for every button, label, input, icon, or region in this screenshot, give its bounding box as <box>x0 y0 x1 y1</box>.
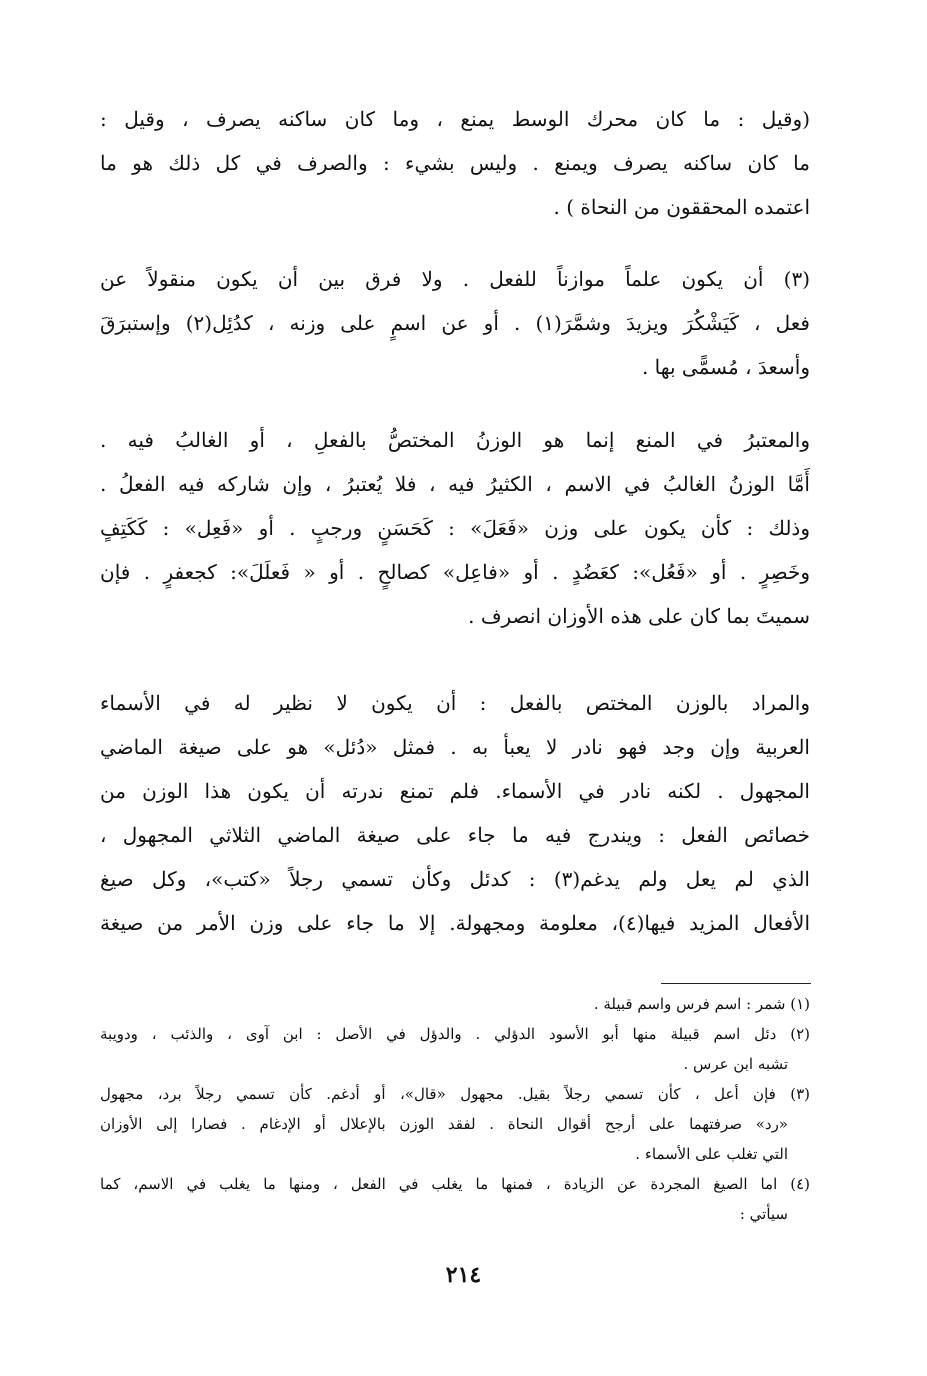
footnote-line: تشبه ابن عرس . <box>683 1055 788 1073</box>
footnote-line: سيأتي : <box>739 1205 788 1223</box>
footnote-line: (١) شمر : اسم فرس واسم قبيلة . <box>593 995 810 1013</box>
text-line: العربية وإن وجد فهو نادر لا يعبأ به . فمثل «دُئل» هو على صيغة الماضي <box>100 735 810 759</box>
footnotes <box>100 989 810 1229</box>
text-line: الذي لم يعل ولم يدغم(٣) : كدئل وكأن تسمي رجلاً «كتب»، وكل صيغ <box>100 867 810 891</box>
text-line: المجهول . لكنه نادر في الأسماء. فلم تمنع ندرته أن يكون هذا الوزن من <box>100 779 810 803</box>
page-number: ٢١٤ <box>445 1262 482 1288</box>
text-line: والمعتبرُ في المنع إنما هو الوزنُ المختصُّ بالفعلِ ، أو الغالبُ فيه . <box>100 428 810 452</box>
paragraph-4 <box>100 681 810 945</box>
text-line: خصائص الفعل : ويندرج فيه ما جاء على صيغة الماضي الثلاثي المجهول ، <box>100 823 810 847</box>
text-line: سميتَ بما كان على هذه الأوزان انصرف . <box>468 604 810 628</box>
footnote-3 <box>100 1079 810 1169</box>
footnote-line: «رد» صرفتهما على أرجح أقوال النحاة . لفقد الوزن بالإعلال أو الإدغام . فصارا إلى الأوزان <box>100 1115 788 1133</box>
footnote-4 <box>100 1169 810 1229</box>
footnote-2 <box>100 1019 810 1079</box>
footnote-line: (٤) اما الصيغ المجردة عن الزيادة ، فمنها ما يغلب في الفعل ، ومنها ما يغلب في الاسم، كما <box>100 1175 810 1193</box>
footnote-line: (٢) دئل اسم قبيلة منها أبو الأسود الدؤلي . والدؤل في الأصل : ابن آوى ، والذئب ، ودويبة <box>100 1025 810 1043</box>
footnote-line: (٣) فإن أعل ، كأن تسمي رجلاً بقيل. مجهول «قال»، أو أدغم. كأن تسمي رجلاً برد، مجهول <box>100 1085 810 1103</box>
paragraph-3 <box>100 418 810 638</box>
text-line: أَمَّا الوزنُ الغالبُ في الاسم ، الكثيرُ فيه ، فلا يُعتبرُ ، وإن شاركه فيه الفعلُ . <box>100 472 810 496</box>
text-line: وخَصِرٍ . أو «فَعُل»: كعَضُدٍ . أو «فاعِل» كصالحٍ . أو « فَعلَلَ»: كجعفرٍ . فإن <box>100 560 810 584</box>
text-line: والمراد بالوزن المختص بالفعل : أن يكون لا نظير له في الأسماء <box>100 691 810 715</box>
text-line: وأسعدَ ، مُسمًّى بها . <box>641 355 810 379</box>
text-line: ما كان ساكنه يصرف ويمنع . وليس بشيء : والصرف في كل ذلك هو ما <box>100 151 810 175</box>
text-line: وذلك : كأن يكون على وزن «فَعَلَ» : كَحَسَنٍ ورجبٍ . أو «فَعِل» : كَكَتِفٍ <box>100 516 810 540</box>
footnote-line: التي تغلب على الأسماء . <box>635 1145 788 1163</box>
paragraph-1 <box>100 97 810 229</box>
text-line: فعل ، كَيَشْكُرَ ويزيدَ وشمَّرَ(١) . أو عن اسمٍ على وزنه ، كدُئِل(٢) وإستبرَقَ <box>100 311 810 335</box>
text-line: (٣) أن يكون علماً موازناً للفعل . ولا فرق بين أن يكون منقولاً عن <box>100 267 810 291</box>
footnote-separator <box>661 983 811 984</box>
text-line: (وقيل : ما كان محرك الوسط يمنع ، وما كان ساكنه يصرف ، وقيل : <box>100 107 810 131</box>
footnote-1 <box>100 989 810 1019</box>
paragraph-2 <box>100 257 810 389</box>
text-line: اعتمده المحققون من النحاة ) . <box>553 195 810 219</box>
text-line: الأفعال المزيد فيها(٤)، معلومة ومجهولة. إلا ما جاء على وزن الأمر من صيغة <box>100 911 810 935</box>
